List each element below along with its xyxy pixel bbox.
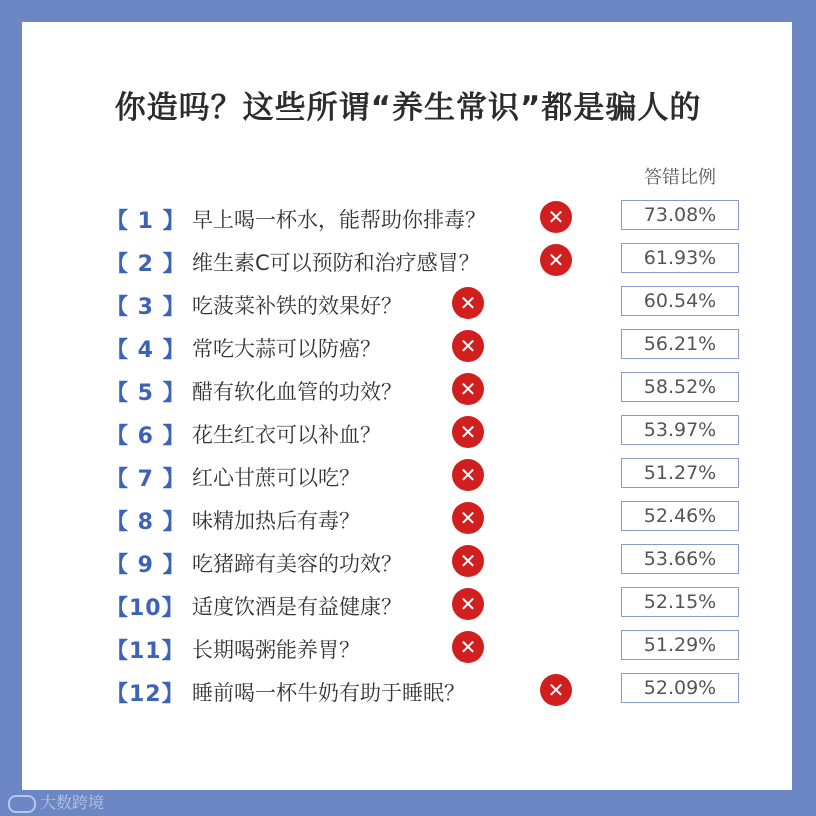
x-mark-icon: ✕ [452, 287, 484, 319]
item-percent: 60.54% [621, 286, 739, 316]
list-item [0, 628, 816, 668]
item-percent: 73.08% [621, 200, 739, 230]
page-title: 你造吗？这些所谓“养生常识”都是骗人的 [114, 90, 702, 126]
item-percent: 53.66% [621, 544, 739, 574]
item-question: 长期喝粥能养胃？ [192, 638, 360, 662]
item-question: 吃菠菜补铁的效果好？ [192, 294, 402, 318]
item-percent: 51.29% [621, 630, 739, 660]
list-item [0, 499, 816, 539]
item-number: 【 6 】 [106, 424, 186, 449]
item-question: 花生红衣可以补血？ [192, 423, 381, 447]
item-number: 【11】 [106, 639, 185, 664]
item-number: 【 5 】 [106, 381, 186, 406]
x-mark-icon: ✕ [452, 545, 484, 577]
list-item [0, 456, 816, 496]
item-question: 醋有软化血管的功效？ [192, 380, 402, 404]
item-question: 维生素C可以预防和治疗感冒？ [192, 251, 480, 275]
item-percent: 53.97% [621, 415, 739, 445]
x-mark-icon: ✕ [452, 459, 484, 491]
x-mark-icon: ✕ [452, 631, 484, 663]
item-percent: 52.46% [621, 501, 739, 531]
watermark [8, 790, 104, 813]
item-number: 【 1 】 [106, 209, 186, 234]
x-mark-icon: ✕ [452, 416, 484, 448]
item-percent: 56.21% [621, 329, 739, 359]
x-mark-icon: ✕ [452, 330, 484, 362]
item-percent: 61.93% [621, 243, 739, 273]
item-question: 适度饮酒是有益健康？ [192, 595, 402, 619]
item-percent: 51.27% [621, 458, 739, 488]
item-question: 味精加热后有毒？ [192, 509, 360, 533]
item-number: 【 8 】 [106, 510, 186, 535]
item-percent: 58.52% [621, 372, 739, 402]
item-number: 【12】 [106, 682, 185, 707]
column-header: 答错比例 [644, 167, 716, 188]
item-number: 【 7 】 [106, 467, 186, 492]
list-item [0, 585, 816, 625]
list-item [0, 542, 816, 582]
item-number: 【 3 】 [106, 295, 186, 320]
item-number: 【 9 】 [106, 553, 186, 578]
list-item [0, 671, 816, 711]
item-percent: 52.15% [621, 587, 739, 617]
x-mark-icon: ✕ [540, 244, 572, 276]
item-number: 【10】 [106, 596, 185, 621]
item-question: 吃猪蹄有美容的功效？ [192, 552, 402, 576]
list-item [0, 413, 816, 453]
list-item [0, 327, 816, 367]
item-question: 早上喝一杯水，能帮助你排毒？ [192, 208, 486, 232]
item-question: 睡前喝一杯牛奶有助于睡眠？ [192, 681, 465, 705]
list-item [0, 241, 816, 281]
x-mark-icon: ✕ [452, 588, 484, 620]
x-mark-icon: ✕ [452, 373, 484, 405]
list-item [0, 198, 816, 238]
item-question: 常吃大蒜可以防癌？ [192, 337, 381, 361]
watermark-text: 大数跨境 [40, 793, 105, 812]
list-item [0, 284, 816, 324]
x-mark-icon: ✕ [452, 502, 484, 534]
list-item [0, 370, 816, 410]
item-number: 【 2 】 [106, 252, 186, 277]
x-mark-icon: ✕ [540, 201, 572, 233]
watermark-logo-icon [8, 795, 36, 813]
x-mark-icon: ✕ [540, 674, 572, 706]
item-percent: 52.09% [621, 673, 739, 703]
item-question: 红心甘蔗可以吃？ [192, 466, 360, 490]
item-number: 【 4 】 [106, 338, 186, 363]
